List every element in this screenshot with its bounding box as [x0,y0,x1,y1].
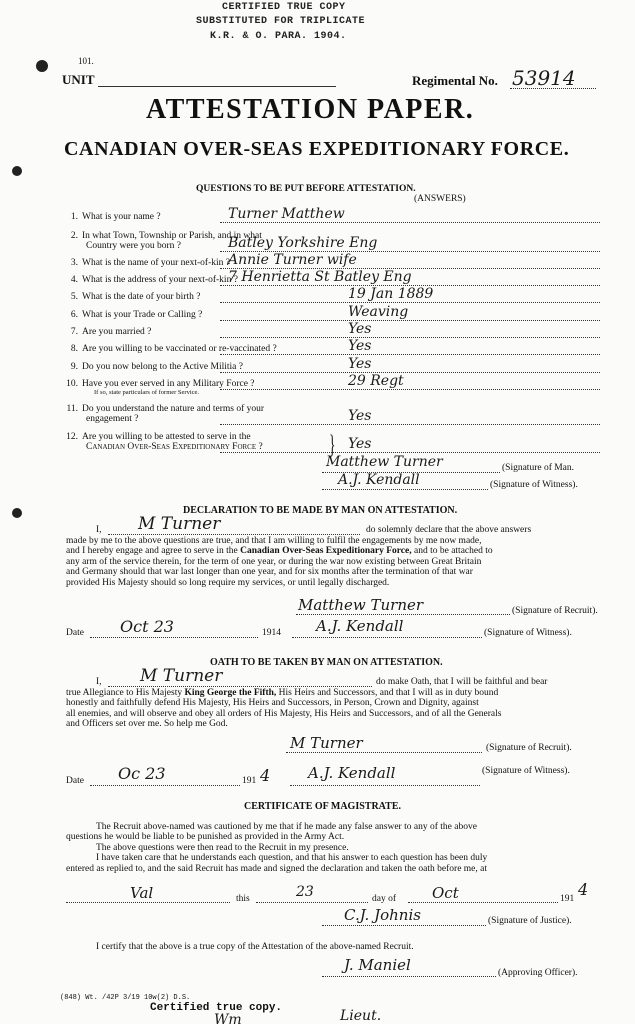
question-number: 10. [66,379,78,389]
form-title: ATTESTATION PAPER. [146,94,475,125]
oath-line-4: all enemies, and will observe and obey all orders of His Majesty, His Heirs and Successors, and of all the Generals [66,708,502,719]
magistrate-month-handwriting: Oct [432,884,459,902]
approving-officer-dots [322,976,496,977]
question-brace: } [329,430,336,459]
answer-line [220,424,600,425]
question-label: What is your Trade or Calling ? [82,310,203,320]
answer-line [220,389,600,390]
declaration-witness-handwriting: A.J. Kendall [316,617,404,635]
oath-name-handwriting: M Turner [140,666,223,686]
stamp-line-3: K.R. & O. PARA. 1904. [210,31,347,42]
answer-handwriting: Turner Matthew [228,206,345,222]
magistrate-year-handwriting: 4 [578,880,589,899]
question-label: Do you understand the nature and terms of your [82,404,265,414]
answer-handwriting: Annie Turner wife [228,252,357,268]
question-number: 1. [70,212,78,222]
magistrate-justice-label: (Signature of Justice). [488,916,572,926]
question-number: 4. [70,275,78,285]
question-number: 2. [70,231,78,241]
magistrate-day-label: day of [372,894,397,904]
declaration-line-3c: and to be attached to [414,546,493,557]
oath-text-start: do make Oath, that I will be faithful and bear [376,677,548,687]
question-text [64,432,251,442]
question-text [64,404,264,414]
answer-handwriting: Yes [348,338,372,354]
answer-handwriting: Weaving [348,304,409,320]
answer-handwriting: 29 Regt [348,373,404,389]
footer-stamp: Certified true copy. [150,1002,283,1014]
magistrate-body [66,822,590,874]
question-number: 8. [70,344,78,354]
unit-label: UNIT [62,72,95,87]
oath-year: 191 [242,776,257,786]
signature-witness-label: (Signature of Witness). [490,480,578,490]
declaration-text-start: do solemnly declare that the above answers [366,525,532,535]
answer-handwriting: Yes [348,321,372,337]
declaration-header: DECLARATION TO BE MADE BY MAN ON ATTESTATION. [183,505,458,516]
certify-text: I certify that the above is a true copy of the Attestation of the above-named Recruit. [96,942,414,952]
question-label: What is your name ? [82,212,161,222]
answer-handwriting: Batley Yorkshire Eng [228,235,378,251]
magistrate-line-5: entered as replied to, and the said Recruit has made and signed the declaration and taken the oath before me, at [66,863,488,874]
magistrate-header: CERTIFICATE OF MAGISTRATE. [244,801,401,812]
oath-witness-label: (Signature of Witness). [482,766,570,776]
oath-year-handwriting: 4 [260,766,271,785]
footer-handwriting-left: Wm [214,1012,242,1024]
regimental-number: 53914 [512,66,576,90]
declaration-witness-dots [292,637,482,638]
unit-line [98,86,336,87]
question-text [64,275,238,285]
declaration-line-5: and Germany should that war last longer than one year, and for six months after the termination of that war [66,567,473,578]
questions-header: QUESTIONS TO BE PUT BEFORE ATTESTATION. [196,184,416,194]
oath-line-3: honestly and faithfully defend His Majesty, His Heirs and Successors, in Person, Crown and Dignity, against [66,698,479,709]
declaration-line-6: provided His Majesty should so long require my services, or until legally discharged. [66,577,390,588]
magistrate-place-dots [66,902,230,903]
oath-i: I, [96,677,102,687]
oath-date-handwriting: Oc 23 [118,764,166,783]
oath-witness-handwriting: A.J. Kendall [308,764,396,782]
magistrate-line-1: The Recruit above-named was cautioned by me that if he made any false answer to any of the above [96,822,477,832]
declaration-date-dots [90,637,258,638]
question-label: What is the address of your next-of-kin ? [82,275,238,285]
answer-line [220,222,600,223]
magistrate-day-dots [256,902,368,903]
approving-officer-label: (Approving Officer). [498,968,578,978]
question-number: 3. [70,258,78,268]
declaration-line-3 [66,546,590,556]
answer-line [220,372,600,373]
question-text [64,292,200,302]
signature-man-handwriting: Matthew Turner [326,454,443,470]
oath-recruit-label: (Signature of Recruit). [486,743,572,753]
oath-name-dots [108,686,372,687]
question-label: What is the date of your birth ? [82,292,201,302]
footer-handwriting-right: Lieut. [340,1008,382,1024]
question-label: In what Town, Township or Parish, and in what [82,231,262,241]
question-label: What is the name of your next-of-kin ? [82,258,230,268]
stamp-line-1: CERTIFIED TRUE COPY [222,2,346,13]
oath-date-dots [90,785,240,786]
declaration-body [66,536,590,588]
oath-body [66,688,590,730]
signature-witness-dots [322,489,488,490]
magistrate-month-dots [408,902,558,903]
question-note: If so, state particulars of former Service. [94,389,200,396]
question-text [64,327,151,337]
answer-handwriting: Yes [348,408,372,424]
question-number: 12. [66,432,78,442]
print-code: (848) Wt. /42P 3/19 10w(2) D.S. [60,994,191,1002]
oath-recruit-handwriting: M Turner [290,734,363,752]
punch-hole-middle [12,166,22,176]
answer-line [220,337,600,338]
declaration-year: 1914 [262,628,281,638]
declaration-recruit-label: (Signature of Recruit). [512,606,598,616]
question-label: Are you married ? [82,327,152,337]
oath-line-2c: His Heirs and Successors, and that I will as in duty bound [278,688,499,698]
punch-hole-top [36,60,48,72]
signature-man-label: (Signature of Man. [502,463,575,473]
signature-witness-handwriting: A.J. Kendall [338,472,420,488]
declaration-line-3a: and I hereby engage and agree to serve in the [66,546,238,557]
magistrate-place-handwriting: Val [130,884,154,902]
question-number: 6. [70,310,78,320]
regimental-label: Regimental No. [412,73,498,88]
question-text [64,212,161,222]
declaration-recruit-dots [296,614,510,615]
answers-header: (ANSWERS) [414,194,466,204]
magistrate-line-3: The above questions were then read to the Recruit in my presence. [96,842,349,853]
magistrate-day-handwriting: 23 [296,884,314,900]
question-label: Are you willing to be vaccinated or re-vaccinated ? [82,344,277,354]
answer-handwriting: 19 Jan 1889 [348,286,434,302]
stamp-line-2: SUBSTITUTED FOR TRIPLICATE [196,16,366,27]
question-label: Have you ever served in any Military Force ? [82,379,255,389]
declaration-date-label: Date [66,628,84,638]
question-number: 5. [70,292,78,302]
declaration-name-dots [108,534,360,535]
magistrate-line-2: questions he would be liable to be punished as provided in the Army Act. [66,832,345,843]
declaration-witness-label: (Signature of Witness). [484,628,572,638]
form-subtitle: CANADIAN OVER-SEAS EXPEDITIONARY FORCE. [64,138,570,160]
answer-handwriting: 7 Henrietta St Batley Eng [228,269,412,285]
answer-handwriting: Yes [348,356,372,372]
punch-hole-bottom [12,508,22,518]
answer-handwriting: Yes [348,436,372,452]
question-label-continued: Canadian Over-Seas Expeditionary Force ? [86,442,263,452]
declaration-date-handwriting: Oct 23 [120,617,174,636]
form-code: 101. [78,56,94,66]
declaration-line-2: made by me to the above questions are true, and that I am willing to fulfil the engagements by me now made, [66,536,482,546]
question-text [64,258,230,268]
declaration-recruit-handwriting: Matthew Turner [298,596,424,614]
question-number: 7. [70,327,78,337]
question-label-continued: Country were you born ? [86,241,181,251]
answer-line [220,354,600,355]
oath-date-label: Date [66,776,84,786]
oath-king-name: King George the Fifth, [184,688,277,698]
declaration-force-name: Canadian Over-Seas Expeditionary Force, [240,546,412,557]
oath-line-2a: true Allegiance to His Majesty [66,688,183,698]
magistrate-this-label: this [236,894,250,904]
oath-line-2 [66,688,590,698]
oath-recruit-dots [286,752,482,753]
magistrate-year: 191 [560,894,575,904]
declaration-i: I, [96,525,102,535]
magistrate-justice-dots [322,925,486,926]
answer-line [220,302,600,303]
oath-header: OATH TO BE TAKEN BY MAN ON ATTESTATION. [210,657,443,668]
answer-line [220,320,600,321]
question-label: Are you willing to be attested to serve in the [82,432,251,442]
question-text [64,379,255,389]
oath-line-5: and Officers set over me. So help me God. [66,719,228,730]
declaration-line-4: any arm of the service therein, for the term of one year, or during the war now existing between Great Britain [66,556,482,567]
question-number: 11. [66,404,78,414]
oath-witness-dots [290,785,480,786]
question-number: 9. [70,362,78,372]
question-text [64,344,277,354]
question-label: Do you now belong to the Active Militia ? [82,362,243,372]
regimental-dots [510,88,596,89]
magistrate-line-4: I have taken care that he understands each question, and that his answer to each question has been duly [96,853,488,864]
answer-line [220,452,600,453]
question-text [64,310,202,320]
question-label-continued: engagement ? [86,414,139,424]
approving-officer-handwriting: J. Maniel [344,956,411,974]
question-text [64,362,243,372]
magistrate-justice-handwriting: C.J. Johnis [344,906,421,924]
declaration-name-handwriting: M Turner [138,514,221,534]
